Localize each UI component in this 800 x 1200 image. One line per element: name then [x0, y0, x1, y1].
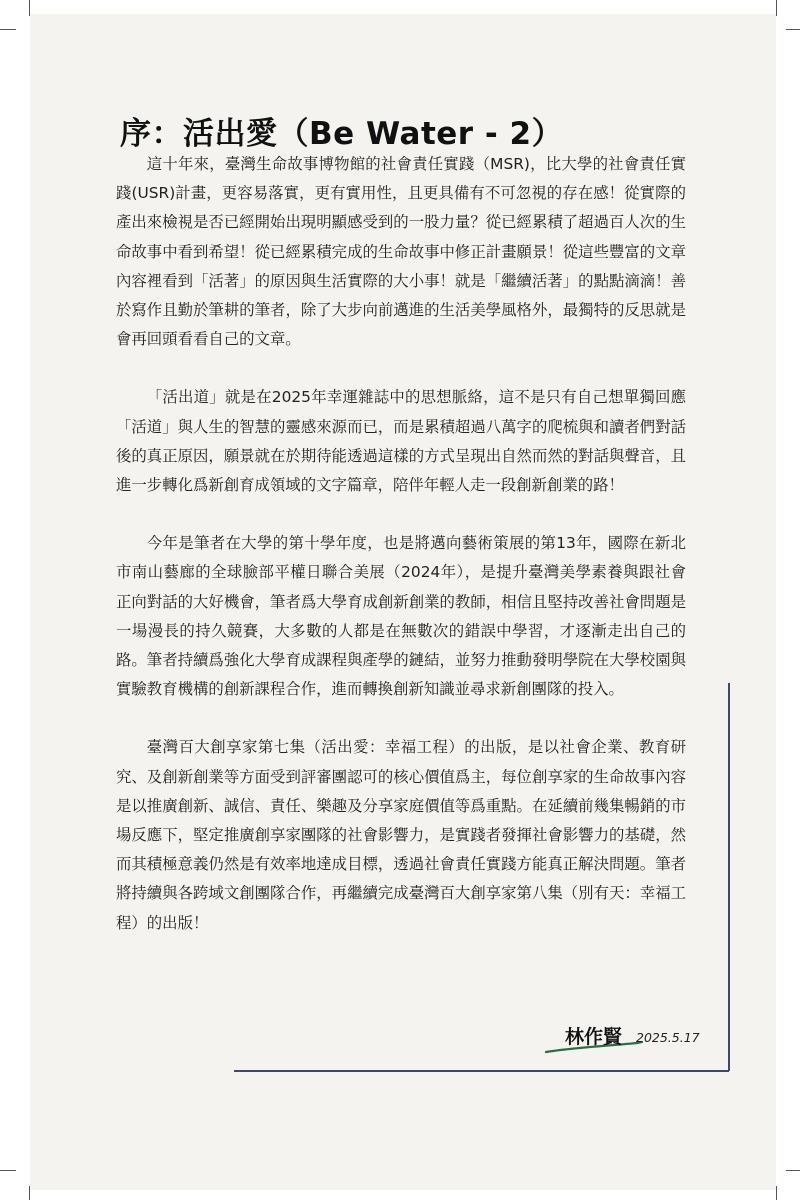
- paragraph: 這十年來，臺灣生命故事博物館的社會責任實踐（MSR)，比大學的社會責任實踐(USR)計畫，更容易落實，更有實用性，且更具備有不可忽視的存在感！從實際的產出來檢視是否已經開始出現明顯感受到的一股力量？從已經累積了超過百人次的生命故事中看到希望！從已經累積完成的生命故事中修正計畫願景！從這些豐富的文章內容裡看到「活著」的原因與生活實際的大小事！就是「繼續活著」的點點滴滴！善於寫作且勤於筆耕的筆者，除了大步向前邁進的生活美學風格外，最獨特的反思就是會再回頭看看自己的文章。: [116, 155, 686, 349]
- paragraph: 「活出道」就是在2025年幸運雜誌中的思想脈絡，這不是只有自己想單獨回應「活道」與人生的智慧的靈感來源而已，而是累積超過八萬字的爬梳與和讀者們對話後的真正原因，願景就在於期待能透過這樣的方式呈現出自然而然的對話與聲音，且進一步轉化爲新創育成領域的文字篇章，陪伴年輕人走一段創新創業的路！: [116, 388, 686, 495]
- signature-date: 2025.5.17: [636, 1030, 700, 1045]
- page-title: 序：活出愛（Be Water - 2）: [120, 116, 564, 152]
- body-text: [116, 150, 686, 967]
- crop-mark-bottom-left-h: [0, 1170, 16, 1171]
- crop-mark-top-right-v: [776, 0, 777, 16]
- crop-mark-bottom-right-h: [786, 1170, 800, 1171]
- frame-line-vertical: [728, 683, 730, 1071]
- crop-mark-top-right-h: [786, 29, 800, 30]
- signature-name: 林作賢: [565, 1026, 623, 1048]
- crop-mark-top-left-h: [0, 29, 16, 30]
- crop-mark-top-left-v: [29, 0, 30, 16]
- paragraph: 臺灣百大創享家第七集（活出愛：幸福工程）的出版，是以社會企業、教育研究、及創新創業等方面受到評審團認可的核心價值爲主，每位創享家的生命故事內容是以推廣創新、誠信、責任、樂趣及分享家庭價值等爲重點。在延續前幾集暢銷的市場反應下，堅定推廣創享家團隊的社會影響力，是實踐者發揮社會影響力的基礎，然而其積極意義仍然是有效率地達成目標，透過社會責任實踐方能真正解決問題。筆者將持續與各跨域文創團隊合作，再繼續完成臺灣百大創享家第八集（別有天：幸福工程）的出版！: [116, 738, 686, 932]
- crop-mark-bottom-right-v: [776, 1186, 777, 1200]
- crop-mark-bottom-left-v: [29, 1186, 30, 1200]
- paragraph: 今年是筆者在大學的第十學年度，也是將邁向藝術策展的第13年，國際在新北市南山藝廊的全球臉部平權日聯合美展（2024年），是提升臺灣美學素養與跟社會正向對話的大好機會，筆者爲大學育成創新創業的教師，相信且堅持改善社會問題是一場漫長的持久競賽，大多數的人都是在無數次的錯誤中學習，才逐漸走出自己的路。筆者持續爲強化大學育成課程與產學的鏈結，並努力推動發明學院在大學校園與實驗教育機構的創新課程合作，進而轉換創新知識並尋求新創團隊的投入。: [116, 534, 686, 699]
- frame-line-horizontal: [234, 1070, 729, 1072]
